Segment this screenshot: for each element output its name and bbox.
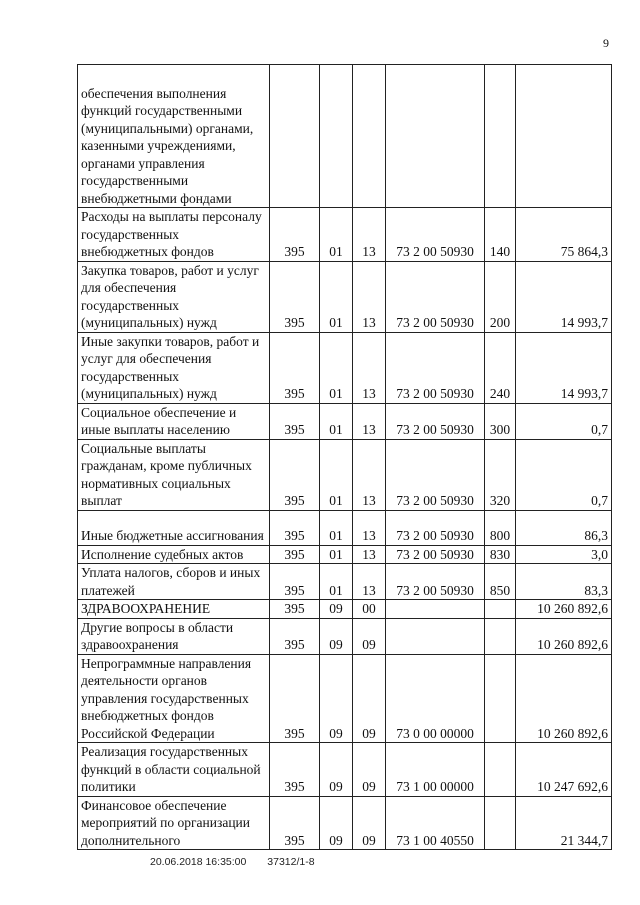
row-sum: 0,7: [516, 439, 612, 510]
row-admin-code: 395: [270, 564, 320, 600]
row-admin-code: 395: [270, 332, 320, 403]
row-expense-type: 850: [485, 564, 516, 600]
row-name: Иные бюджетные ассигнования: [78, 510, 270, 545]
row-sum: 14 993,7: [516, 261, 612, 332]
row-sum: 83,3: [516, 564, 612, 600]
row-admin-code: [270, 65, 320, 208]
row-sum: 3,0: [516, 545, 612, 564]
row-expense-type: [485, 796, 516, 850]
row-name: Социальные выплаты гражданам, кроме публичных нормативных социальных выплат: [78, 439, 270, 510]
row-sum: 21 344,7: [516, 796, 612, 850]
row-section: 01: [320, 403, 353, 439]
row-section: 01: [320, 545, 353, 564]
row-subsection: 09: [353, 618, 386, 654]
row-name: ЗДРАВООХРАНЕНИЕ: [78, 600, 270, 619]
row-expense-type: [485, 743, 516, 797]
row-expense-type: [485, 65, 516, 208]
row-target-article: 73 2 00 50930: [386, 403, 485, 439]
table-row: [78, 332, 612, 403]
row-subsection: 00: [353, 600, 386, 619]
row-admin-code: 395: [270, 510, 320, 545]
row-subsection: 13: [353, 403, 386, 439]
row-target-article: 73 1 00 00000: [386, 743, 485, 797]
row-sum: 10 260 892,6: [516, 600, 612, 619]
row-expense-type: 830: [485, 545, 516, 564]
row-section: 09: [320, 600, 353, 619]
table-row: [78, 600, 612, 619]
row-expense-type: [485, 618, 516, 654]
row-name: Социальное обеспечение и иные выплаты населению: [78, 403, 270, 439]
row-section: 01: [320, 510, 353, 545]
row-admin-code: 395: [270, 439, 320, 510]
row-name: Расходы на выплаты персоналу государственных внебюджетных фондов: [78, 208, 270, 262]
row-expense-type: 200: [485, 261, 516, 332]
row-name: обеспечения выполнения функций государственными (муниципальными) органами, казенными учреждениями, органами управления государственными внебюджетными фондами: [78, 65, 270, 208]
row-sum: 10 260 892,6: [516, 654, 612, 743]
table-row: [78, 545, 612, 564]
row-expense-type: 240: [485, 332, 516, 403]
row-expense-type: 140: [485, 208, 516, 262]
row-subsection: 13: [353, 332, 386, 403]
row-sum: 10 247 692,6: [516, 743, 612, 797]
row-sum: 0,7: [516, 403, 612, 439]
row-sum: [516, 65, 612, 208]
row-subsection: 09: [353, 743, 386, 797]
row-name: Закупка товаров, работ и услуг для обеспечения государственных (муниципальных) нужд: [78, 261, 270, 332]
table-row: [78, 403, 612, 439]
row-target-article: 73 2 00 50930: [386, 208, 485, 262]
row-target-article: [386, 65, 485, 208]
row-section: 01: [320, 332, 353, 403]
table-row: [78, 208, 612, 262]
table-row: [78, 510, 612, 545]
row-name: Иные закупки товаров, работ и услуг для обеспечения государственных (муниципальных) нужд: [78, 332, 270, 403]
row-admin-code: 395: [270, 654, 320, 743]
table-row: [78, 65, 612, 208]
table-row: [78, 743, 612, 797]
row-subsection: 13: [353, 545, 386, 564]
row-target-article: 73 2 00 50930: [386, 332, 485, 403]
row-target-article: 73 2 00 50930: [386, 564, 485, 600]
row-target-article: 73 0 00 00000: [386, 654, 485, 743]
row-name: Уплата налогов, сборов и иных платежей: [78, 564, 270, 600]
row-expense-type: 300: [485, 403, 516, 439]
table-row: [78, 261, 612, 332]
print-timestamp: 20.06.2018 16:35:00: [150, 856, 247, 868]
row-sum: 10 260 892,6: [516, 618, 612, 654]
row-sum: 75 864,3: [516, 208, 612, 262]
table-row: [78, 654, 612, 743]
row-name: Непрограммные направления деятельности органов управления государственных внебюджетных фондов Российской Федерации: [78, 654, 270, 743]
row-subsection: 13: [353, 208, 386, 262]
row-target-article: 73 2 00 50930: [386, 439, 485, 510]
table-row: [78, 796, 612, 850]
row-expense-type: 800: [485, 510, 516, 545]
budget-table: [77, 64, 612, 850]
row-sum: 86,3: [516, 510, 612, 545]
table-row: [78, 564, 612, 600]
document-footer: [150, 856, 333, 868]
row-section: 01: [320, 439, 353, 510]
row-name: Финансовое обеспечение мероприятий по организации дополнительного: [78, 796, 270, 850]
row-target-article: [386, 618, 485, 654]
row-target-article: 73 2 00 50930: [386, 261, 485, 332]
row-subsection: 13: [353, 510, 386, 545]
row-target-article: 73 2 00 50930: [386, 510, 485, 545]
row-admin-code: 395: [270, 618, 320, 654]
row-section: 01: [320, 261, 353, 332]
row-section: 01: [320, 564, 353, 600]
row-admin-code: 395: [270, 600, 320, 619]
row-name: Другие вопросы в области здравоохранения: [78, 618, 270, 654]
document-code: 37312/1-8: [267, 856, 315, 868]
row-section: 09: [320, 796, 353, 850]
row-target-article: 73 1 00 40550: [386, 796, 485, 850]
row-target-article: [386, 600, 485, 619]
row-admin-code: 395: [270, 545, 320, 564]
page-number: 9: [603, 36, 609, 50]
row-expense-type: 320: [485, 439, 516, 510]
row-section: 09: [320, 743, 353, 797]
row-admin-code: 395: [270, 796, 320, 850]
row-expense-type: [485, 654, 516, 743]
row-section: 01: [320, 208, 353, 262]
row-subsection: 09: [353, 796, 386, 850]
row-subsection: 13: [353, 261, 386, 332]
row-admin-code: 395: [270, 208, 320, 262]
row-subsection: [353, 65, 386, 208]
row-name: Реализация государственных функций в области социальной политики: [78, 743, 270, 797]
row-admin-code: 395: [270, 261, 320, 332]
table-row: [78, 618, 612, 654]
row-admin-code: 395: [270, 743, 320, 797]
row-subsection: 13: [353, 564, 386, 600]
row-section: 09: [320, 654, 353, 743]
table-row: [78, 439, 612, 510]
row-subsection: 13: [353, 439, 386, 510]
row-name: Исполнение судебных актов: [78, 545, 270, 564]
row-target-article: 73 2 00 50930: [386, 545, 485, 564]
row-section: [320, 65, 353, 208]
row-subsection: 09: [353, 654, 386, 743]
row-admin-code: 395: [270, 403, 320, 439]
row-sum: 14 993,7: [516, 332, 612, 403]
row-section: 09: [320, 618, 353, 654]
row-expense-type: [485, 600, 516, 619]
